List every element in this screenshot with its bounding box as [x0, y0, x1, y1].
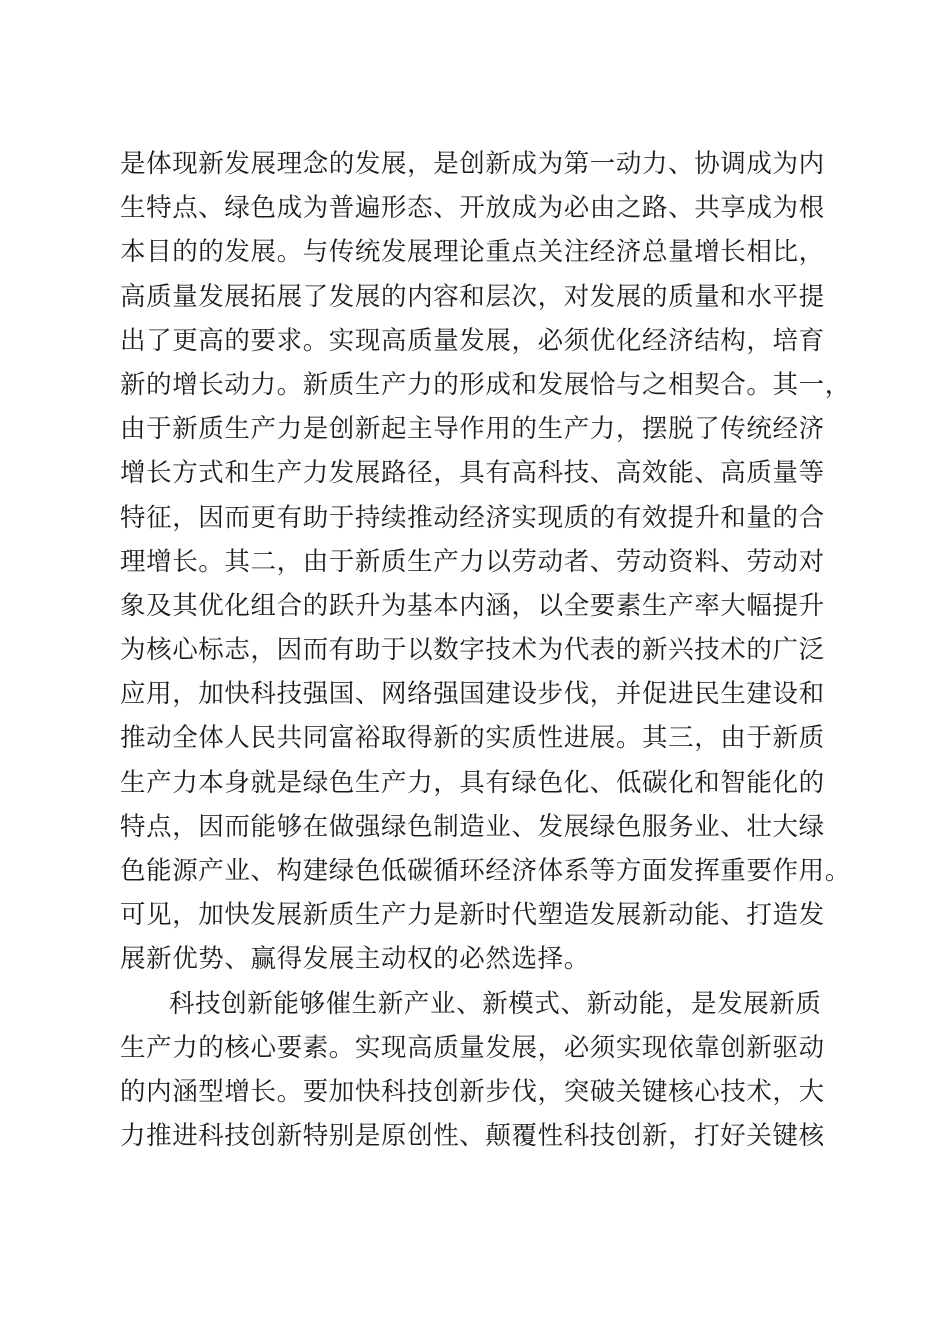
text-line: 展新优势、赢得发展主动权的必然选择。 [120, 944, 590, 975]
text-line: 力推进科技创新特别是原创性、颠覆性科技创新，打好关键核 [120, 1121, 825, 1152]
text-line: 特点，因而能够在做强绿色制造业、发展绿色服务业、壮大绿 [120, 811, 825, 842]
text-line: 本目的的发展。与传统发展理论重点关注经济总量增长相比， [120, 237, 825, 268]
paragraph-1 [120, 142, 851, 982]
text-line: 可见，加快发展新质生产力是新时代塑造发展新动能、打造发 [120, 900, 825, 931]
text-line: 增长方式和生产力发展路径，具有高科技、高效能、高质量等 [120, 458, 825, 489]
text-line: 生产力本身就是绿色生产力，具有绿色化、低碳化和智能化的 [120, 767, 825, 798]
text-line: 特征，因而更有助于持续推动经济实现质的有效提升和量的合 [120, 502, 825, 533]
text-line: 为核心标志，因而有助于以数字技术为代表的新兴技术的广泛 [120, 635, 825, 666]
text-line: 生特点、绿色成为普遍形态、开放成为必由之路、共享成为根 [120, 193, 825, 224]
text-line: 色能源产业、构建绿色低碳循环经济体系等方面发挥重要作用。 [120, 856, 851, 886]
text-line: 科技创新能够催生新产业、新模式、新动能，是发展新质 [169, 988, 822, 1019]
paragraph-2 [120, 982, 840, 1159]
text-line: 象及其优化组合的跃升为基本内涵，以全要素生产率大幅提升 [120, 590, 825, 621]
text-line: 是体现新发展理念的发展，是创新成为第一动力、协调成为内 [120, 149, 825, 179]
text-line: 理增长。其二，由于新质生产力以劳动者、劳动资料、劳动对 [120, 546, 825, 577]
text-line: 由于新质生产力是创新起主导作用的生产力，摆脱了传统经济 [120, 414, 825, 445]
text-line: 生产力的核心要素。实现高质量发展，必须实现依靠创新驱动 [120, 1032, 825, 1063]
text-line: 新的增长动力。新质生产力的形成和发展恰与之相契合。其一， [120, 369, 851, 400]
text-line: 高质量发展拓展了发展的内容和层次，对发展的质量和水平提 [120, 281, 825, 312]
text-line: 应用，加快科技强国、网络强国建设步伐，并促进民生建设和 [120, 679, 825, 710]
text-line: 推动全体人民共同富裕取得新的实质性进展。其三，由于新质 [120, 723, 825, 754]
body-text [120, 142, 851, 1158]
text-line: 的内涵型增长。要加快科技创新步伐，突破关键核心技术，大 [120, 1076, 825, 1107]
text-line: 出了更高的要求。实现高质量发展，必须优化经济结构，培育 [120, 325, 825, 356]
